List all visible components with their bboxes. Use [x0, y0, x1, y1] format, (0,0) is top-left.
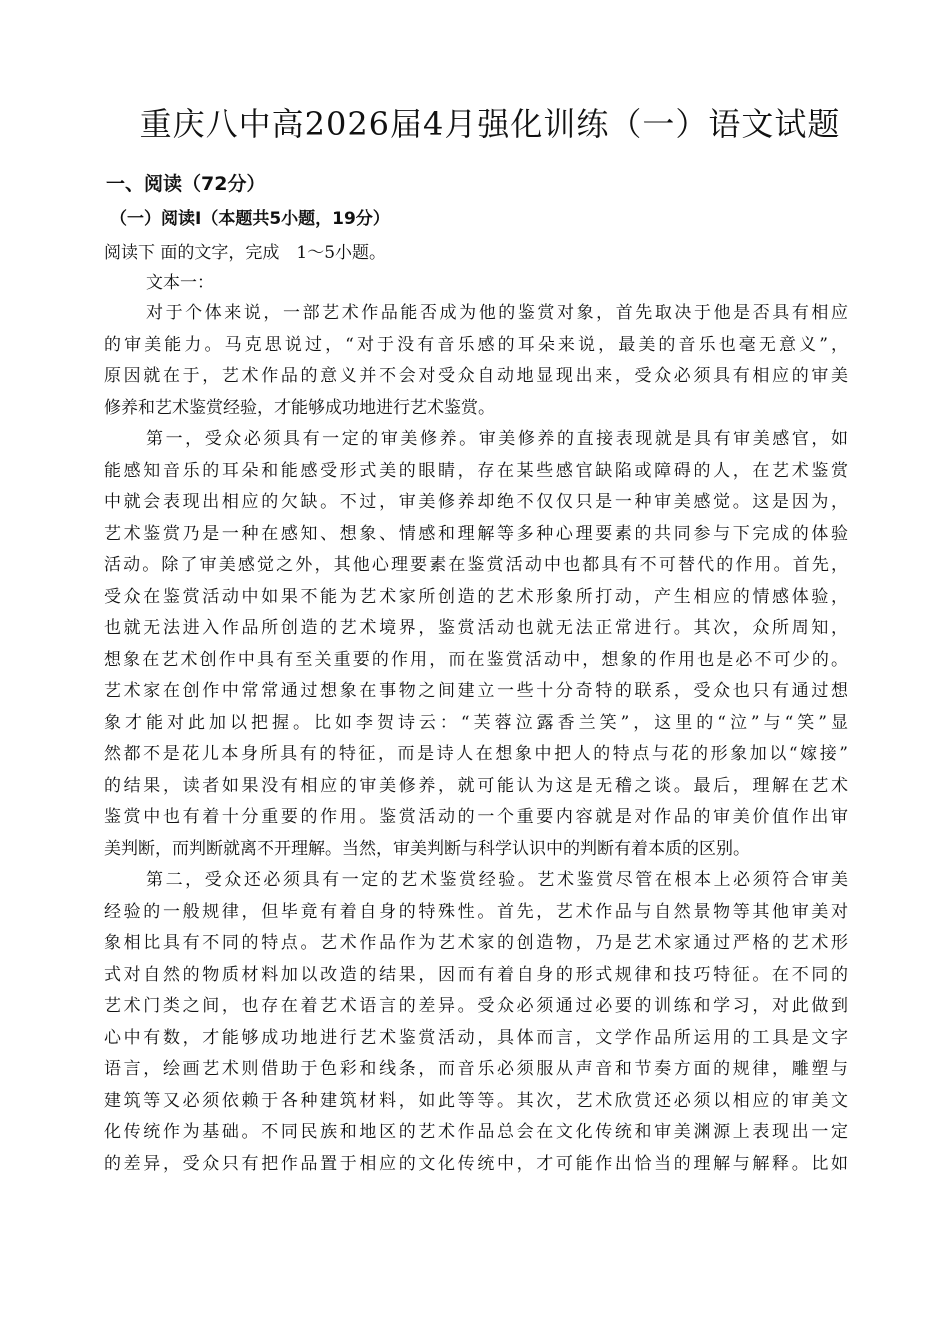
passage-line: 受众在鉴赏活动中如果不能为艺术家所创造的艺术形象所打动，产生相应的情感体验， [104, 586, 848, 607]
passage-line: 对于个体来说，一部艺术作品能否成为他的鉴赏对象，首先取决于他是否具有相应 [146, 303, 848, 323]
passage-line: 中就会表现出相应的欠缺。不过，审美修养却绝不仅仅只是一种审美感觉。这是因为， [104, 492, 848, 512]
passage-line: 原因就在于，艺术作品的意义并不会对受众自动地显现出来，受众必须具有相应的审美 [104, 366, 848, 386]
passage-line: 鉴赏中也有着十分重要的作用。鉴赏活动的一个重要内容就是对作品的审美价值作出审 [104, 807, 848, 827]
passage-line: 的审美能力。马克思说过，“对于没有音乐感的耳朵来说，最美的音乐也毫无意义”， [104, 334, 848, 355]
passage-line: 能感知音乐的耳朵和能感受形式美的眼睛，存在某些感官缺陷或障碍的人，在艺术鉴赏 [104, 460, 848, 481]
passage-line: 艺术门类之间，也存在着艺术语言的差异。受众必须通过必要的训练和学习，对此做到 [104, 996, 848, 1016]
passage-line: 艺术鉴赏乃是一种在感知、想象、情感和理解等多种心理要素的共同参与下完成的体验 [104, 523, 848, 544]
passage-line: 然都不是花儿本身所具有的特征，而是诗人在想象中把人的特点与花的形象加以“嫁接” [104, 744, 848, 764]
passage-line: 活动。除了审美感觉之外，其他心理要素在鉴赏活动中也都具有不可替代的作用。首先， [104, 555, 848, 575]
passage-line: 经验的一般规律，但毕竟有着自身的特殊性。首先，艺术作品与自然景物等其他审美对 [104, 901, 848, 922]
page-title: 重庆八中高2026届4月强化训练（一）语文试题 [139, 105, 841, 143]
text-one-label: 文本一： [146, 273, 214, 293]
passage-line: 建筑等又必须依赖于各种建筑材料，如此等等。其次，艺术欣赏还必须以相应的审美文 [104, 1090, 848, 1111]
passage-line: 式对自然的物质材料加以改造的结果，因而有着自身的形式规律和技巧特征。在不同的 [104, 964, 848, 985]
passage-body [104, 298, 848, 1180]
passage-line: 修养和艺术鉴赏经验，才能够成功地进行艺术鉴赏。 [104, 397, 495, 418]
passage-line: 想象在艺术创作中具有至关重要的作用，而在鉴赏活动中，想象的作用也是必不可少的。 [104, 649, 848, 670]
section-heading: 一、阅读（72分） [106, 173, 266, 195]
passage-line: 的结果，读者如果没有相应的审美修养，就可能认为这是无稽之谈。最后，理解在艺术 [104, 775, 848, 796]
passage-line: 象才能对此加以把握。比如李贺诗云：“芙蓉泣露香兰笑”，这里的“泣”与“笑”显 [104, 712, 848, 733]
passage-line: 美判断，而判断就离不开理解。当然，审美判断与科学认识中的判断有着本质的区别。 [104, 838, 750, 859]
subsection-heading: （一）阅读Ⅰ（本题共5小题，19分） [110, 209, 390, 229]
passage-line: 象相比具有不同的特点。艺术作品作为艺术家的创造物，乃是艺术家通过严格的艺术形 [104, 933, 848, 953]
passage-line: 第二，受众还必须具有一定的艺术鉴赏经验。艺术鉴赏尽管在根本上必须符合审美 [146, 870, 848, 890]
passage-line: 也就无法进入作品所创造的艺术境界，鉴赏活动也就无法正常进行。其次，众所周知， [104, 618, 848, 638]
passage-line: 艺术家在创作中常常通过想象在事物之间建立一些十分奇特的联系，受众也只有通过想 [104, 681, 848, 701]
reading-instruction: 阅读下 面的文字，完成 1～5小题。 [104, 243, 387, 263]
passage-line: 第一，受众必须具有一定的审美修养。审美修养的直接表现就是具有审美感官，如 [146, 429, 848, 449]
passage-line: 化传统作为基础。不同民族和地区的艺术作品总会在文化传统和审美渊源上表现出一定 [104, 1122, 848, 1142]
passage-line: 的差异，受众只有把作品置于相应的文化传统中，才可能作出恰当的理解与解释。比如 [104, 1153, 848, 1174]
passage-line: 心中有数，才能够成功地进行艺术鉴赏活动，具体而言，文学作品所运用的工具是文字 [104, 1027, 848, 1048]
passage-line: 语言，绘画艺术则借助于色彩和线条，而音乐必须服从声音和节奏方面的规律，雕塑与 [104, 1059, 848, 1079]
